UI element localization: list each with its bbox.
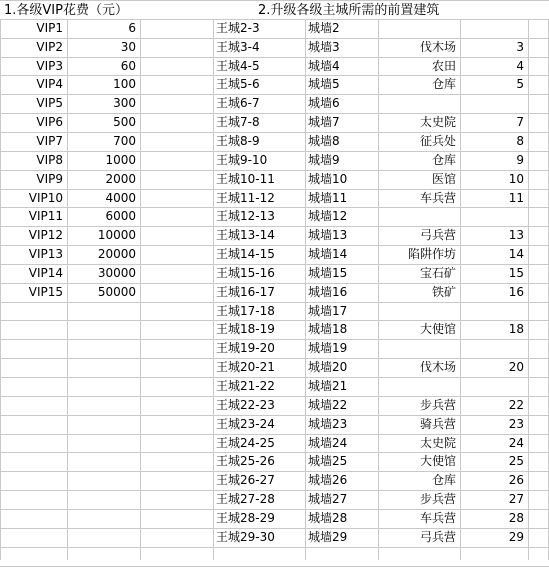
building-level-cell[interactable]: 24 bbox=[508, 436, 524, 450]
building-level-cell[interactable]: 28 bbox=[508, 511, 524, 525]
vip-cost-cell[interactable]: 4000 bbox=[105, 191, 136, 205]
building-cell[interactable] bbox=[378, 19, 456, 37]
building-cell[interactable]: 弓兵营 bbox=[419, 228, 456, 242]
city-range-cell[interactable]: 王城8-9 bbox=[216, 134, 260, 148]
building-level-cell[interactable]: 5 bbox=[516, 77, 524, 91]
city-range-cell[interactable]: 王城20-21 bbox=[216, 360, 275, 374]
wall-cell[interactable]: 城墙10 bbox=[308, 172, 348, 186]
wall-cell[interactable]: 城墙9 bbox=[308, 153, 340, 167]
building-cell[interactable]: 大使馆 bbox=[419, 322, 456, 336]
city-range-cell[interactable]: 王城5-6 bbox=[216, 77, 260, 91]
building-level-cell[interactable]: 26 bbox=[508, 473, 524, 487]
vip-cost-cell[interactable]: 6 bbox=[128, 21, 136, 35]
building-level-cell[interactable]: 29 bbox=[508, 530, 524, 544]
city-range-cell[interactable]: 王城14-15 bbox=[216, 247, 275, 261]
wall-cell[interactable]: 城墙6 bbox=[308, 96, 340, 110]
grid-row-line bbox=[0, 547, 549, 548]
building-level-cell[interactable] bbox=[460, 339, 524, 357]
city-range-cell[interactable]: 王城17-18 bbox=[216, 304, 275, 318]
vip-level-cell[interactable]: VIP9 bbox=[36, 172, 63, 186]
building-cell[interactable]: 仓库 bbox=[431, 77, 456, 91]
building-level-cell[interactable]: 10 bbox=[508, 172, 524, 186]
city-range-cell[interactable]: 王城7-8 bbox=[216, 115, 260, 129]
city-range-cell[interactable]: 王城16-17 bbox=[216, 285, 275, 299]
wall-cell[interactable]: 城墙15 bbox=[308, 266, 348, 280]
wall-cell[interactable]: 城墙7 bbox=[308, 115, 340, 129]
building-level-cell[interactable] bbox=[460, 19, 524, 37]
wall-cell[interactable]: 城墙2 bbox=[308, 21, 340, 35]
city-range-cell[interactable]: 王城3-4 bbox=[216, 40, 260, 54]
wall-cell[interactable]: 城墙20 bbox=[308, 360, 348, 374]
vip-cost-cell[interactable]: 100 bbox=[113, 77, 136, 91]
wall-cell[interactable]: 城墙18 bbox=[308, 322, 348, 336]
building-cell[interactable]: 弓兵营 bbox=[419, 530, 456, 544]
vip-level-cell[interactable]: VIP2 bbox=[36, 40, 63, 54]
vip-cost-cell[interactable]: 30 bbox=[120, 40, 136, 54]
building-level-cell[interactable] bbox=[460, 302, 524, 320]
building-cell[interactable]: 陷阱作坊 bbox=[407, 247, 456, 261]
city-range-cell[interactable]: 王城15-16 bbox=[216, 266, 275, 280]
vip-level-cell[interactable]: VIP14 bbox=[28, 266, 63, 280]
city-range-cell[interactable]: 王城24-25 bbox=[216, 436, 275, 450]
city-range-cell[interactable]: 王城19-20 bbox=[216, 341, 275, 355]
wall-cell[interactable]: 城墙13 bbox=[308, 228, 348, 242]
wall-cell[interactable]: 城墙19 bbox=[308, 341, 348, 355]
building-level-cell[interactable]: 25 bbox=[508, 454, 524, 468]
building-level-cell[interactable]: 8 bbox=[516, 134, 524, 148]
grid-col-line bbox=[305, 19, 306, 560]
building-level-cell[interactable]: 27 bbox=[508, 492, 524, 506]
wall-cell[interactable]: 城墙14 bbox=[308, 247, 348, 261]
city-range-cell[interactable]: 王城27-28 bbox=[216, 492, 275, 506]
vip-cost-cell[interactable]: 50000 bbox=[97, 285, 136, 299]
building-cell[interactable]: 太史院 bbox=[419, 436, 456, 450]
wall-cell[interactable]: 城墙29 bbox=[308, 530, 348, 544]
building-level-cell[interactable]: 23 bbox=[508, 417, 524, 431]
vip-cost-cell[interactable]: 60 bbox=[120, 59, 136, 73]
vip-cost-cell[interactable]: 700 bbox=[113, 134, 136, 148]
wall-cell[interactable]: 城墙17 bbox=[308, 304, 348, 318]
wall-cell[interactable]: 城墙3 bbox=[308, 40, 340, 54]
vip-cost-cell[interactable]: 2000 bbox=[105, 172, 136, 186]
wall-cell[interactable]: 城墙21 bbox=[308, 379, 348, 393]
building-cell[interactable]: 仓库 bbox=[431, 153, 456, 167]
building-cell[interactable] bbox=[378, 94, 456, 112]
city-range-cell[interactable]: 王城2-3 bbox=[216, 21, 260, 35]
city-range-cell[interactable]: 王城23-24 bbox=[216, 417, 275, 431]
vip-level-cell[interactable]: VIP8 bbox=[36, 153, 63, 167]
vip-cost-cell[interactable]: 1000 bbox=[105, 153, 136, 167]
building-cell[interactable] bbox=[378, 302, 456, 320]
vip-cost-cell[interactable]: 30000 bbox=[97, 266, 136, 280]
grid-col-line bbox=[140, 19, 141, 560]
wall-cell[interactable]: 城墙16 bbox=[308, 285, 348, 299]
wall-cell[interactable]: 城墙23 bbox=[308, 417, 348, 431]
building-level-cell[interactable]: 4 bbox=[516, 59, 524, 73]
city-range-cell[interactable]: 王城12-13 bbox=[216, 209, 275, 223]
city-range-cell[interactable]: 王城18-19 bbox=[216, 322, 275, 336]
vip-cost-cell[interactable]: 10000 bbox=[97, 228, 136, 242]
city-range-cell[interactable]: 王城22-23 bbox=[216, 398, 275, 412]
building-level-cell[interactable] bbox=[460, 207, 524, 225]
building-cell[interactable] bbox=[378, 339, 456, 357]
vip-level-cell[interactable]: VIP11 bbox=[28, 209, 63, 223]
building-level-cell[interactable]: 22 bbox=[508, 398, 524, 412]
vip-cost-cell[interactable]: 20000 bbox=[97, 247, 136, 261]
vip-level-cell[interactable]: VIP1 bbox=[36, 21, 63, 35]
city-range-cell[interactable]: 王城4-5 bbox=[216, 59, 260, 73]
city-range-cell[interactable]: 王城26-27 bbox=[216, 473, 275, 487]
city-range-cell[interactable]: 王城10-11 bbox=[216, 172, 275, 186]
header-prereq[interactable]: 2.升级各级主城所需的前置建筑 bbox=[258, 3, 440, 18]
building-cell[interactable] bbox=[378, 377, 456, 395]
building-cell[interactable]: 车兵营 bbox=[419, 191, 456, 205]
vip-level-cell[interactable]: VIP13 bbox=[28, 247, 63, 261]
vip-level-cell[interactable]: VIP3 bbox=[36, 59, 63, 73]
city-range-cell[interactable]: 王城28-29 bbox=[216, 511, 275, 525]
building-cell[interactable]: 太史院 bbox=[419, 115, 456, 129]
building-cell[interactable]: 伐木场 bbox=[419, 360, 456, 374]
building-level-cell[interactable]: 13 bbox=[508, 228, 524, 242]
wall-cell[interactable]: 城墙4 bbox=[308, 59, 340, 73]
grid-col-line bbox=[528, 19, 529, 560]
building-level-cell[interactable]: 11 bbox=[508, 191, 524, 205]
wall-cell[interactable]: 城墙8 bbox=[308, 134, 340, 148]
building-level-cell[interactable] bbox=[460, 377, 524, 395]
city-range-cell[interactable]: 王城25-26 bbox=[216, 454, 275, 468]
building-cell[interactable]: 农田 bbox=[431, 59, 456, 73]
city-range-cell[interactable]: 王城9-10 bbox=[216, 153, 268, 167]
vip-level-cell[interactable]: VIP15 bbox=[28, 285, 63, 299]
building-level-cell[interactable]: 9 bbox=[516, 153, 524, 167]
grid-row-line bbox=[0, 0, 549, 1]
grid-col-line bbox=[213, 19, 214, 560]
building-level-cell[interactable]: 20 bbox=[508, 360, 524, 374]
building-level-cell[interactable]: 3 bbox=[516, 40, 524, 54]
building-level-cell[interactable] bbox=[460, 94, 524, 112]
vip-level-cell[interactable]: VIP12 bbox=[28, 228, 63, 242]
vip-level-cell[interactable]: VIP6 bbox=[36, 115, 63, 129]
building-level-cell[interactable]: 7 bbox=[516, 115, 524, 129]
city-range-cell[interactable]: 王城6-7 bbox=[216, 96, 260, 110]
building-cell[interactable]: 仓库 bbox=[431, 473, 456, 487]
vip-cost-cell[interactable]: 300 bbox=[113, 96, 136, 110]
building-cell[interactable]: 医馆 bbox=[431, 172, 456, 186]
city-range-cell[interactable]: 王城21-22 bbox=[216, 379, 275, 393]
building-cell[interactable]: 骑兵营 bbox=[419, 417, 456, 431]
vip-level-cell[interactable]: VIP10 bbox=[28, 191, 63, 205]
building-cell[interactable]: 伐木场 bbox=[419, 40, 456, 54]
building-cell[interactable]: 宝石矿 bbox=[419, 266, 456, 280]
wall-cell[interactable]: 城墙22 bbox=[308, 398, 348, 412]
city-range-cell[interactable]: 王城11-12 bbox=[216, 191, 275, 205]
vip-level-cell[interactable]: VIP7 bbox=[36, 134, 63, 148]
city-range-cell[interactable]: 王城29-30 bbox=[216, 530, 275, 544]
wall-cell[interactable]: 城墙12 bbox=[308, 209, 348, 223]
building-cell[interactable]: 车兵营 bbox=[419, 511, 456, 525]
wall-cell[interactable]: 城墙25 bbox=[308, 454, 348, 468]
vip-cost-cell[interactable]: 500 bbox=[113, 115, 136, 129]
building-level-cell[interactable]: 15 bbox=[508, 266, 524, 280]
wall-cell[interactable]: 城墙5 bbox=[308, 77, 340, 91]
building-level-cell[interactable]: 18 bbox=[508, 322, 524, 336]
building-cell[interactable]: 大使馆 bbox=[419, 454, 456, 468]
building-cell[interactable]: 铁矿 bbox=[431, 285, 456, 299]
building-level-cell[interactable]: 16 bbox=[508, 285, 524, 299]
wall-cell[interactable]: 城墙26 bbox=[308, 473, 348, 487]
vip-level-cell[interactable]: VIP5 bbox=[36, 96, 63, 110]
building-cell[interactable]: 步兵营 bbox=[419, 398, 456, 412]
wall-cell[interactable]: 城墙27 bbox=[308, 492, 348, 506]
building-cell[interactable]: 征兵处 bbox=[419, 134, 456, 148]
wall-cell[interactable]: 城墙11 bbox=[308, 191, 348, 205]
header-vip-cost[interactable]: 1.各级VIP花费（元） bbox=[4, 3, 128, 18]
vip-level-cell[interactable]: VIP4 bbox=[36, 77, 63, 91]
wall-cell[interactable]: 城墙24 bbox=[308, 436, 348, 450]
building-cell[interactable] bbox=[378, 207, 456, 225]
wall-cell[interactable]: 城墙28 bbox=[308, 511, 348, 525]
building-cell[interactable]: 步兵营 bbox=[419, 492, 456, 506]
vip-cost-cell[interactable]: 6000 bbox=[105, 209, 136, 223]
city-range-cell[interactable]: 王城13-14 bbox=[216, 228, 275, 242]
building-level-cell[interactable]: 14 bbox=[508, 247, 524, 261]
